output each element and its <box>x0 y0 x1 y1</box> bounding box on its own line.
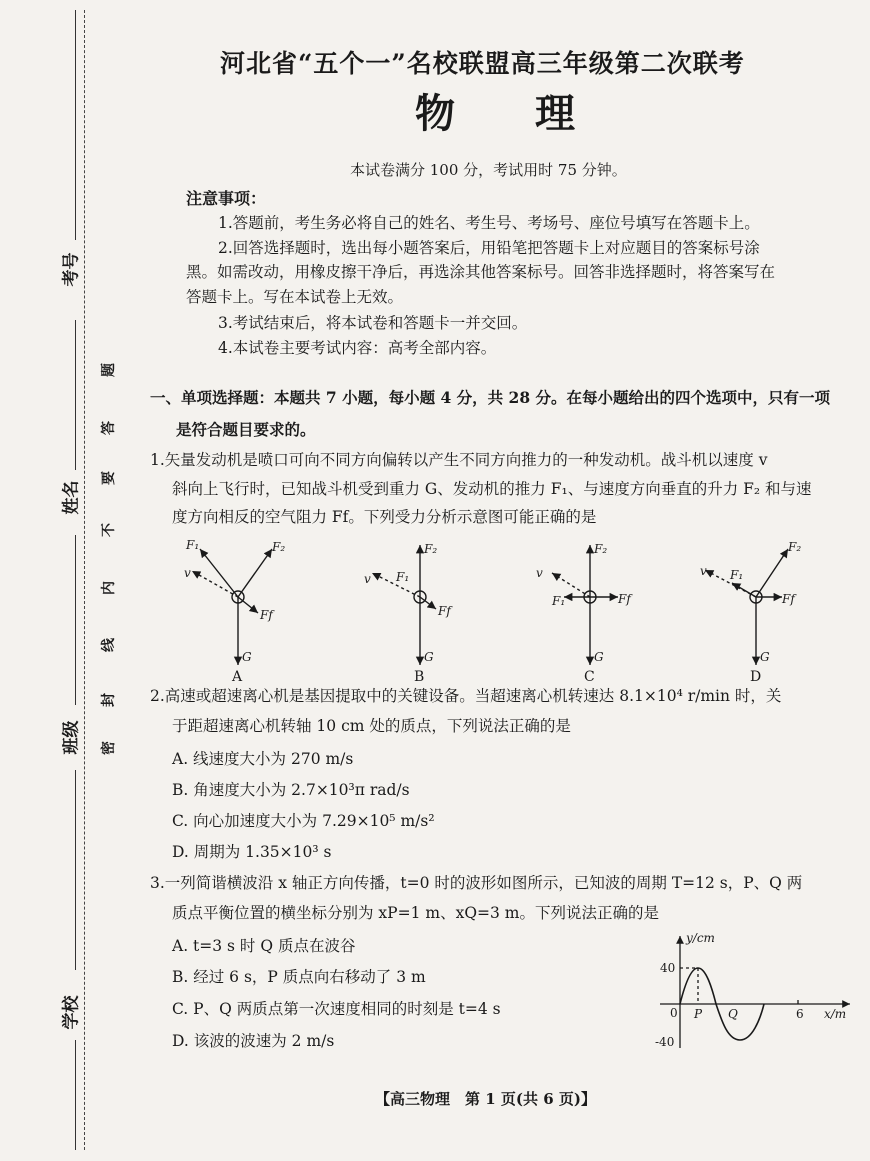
seal-char: 线 <box>101 638 117 652</box>
graph-point-q: Q <box>728 1007 738 1021</box>
label-v: v <box>364 572 371 586</box>
question-3-text: 3.一列简谐横波沿 x 轴正方向传播，t=0 时的波形如图所示，已知波的周期 T=12 s，P、Q 两 <box>150 874 803 892</box>
seal-char: 内 <box>101 581 117 595</box>
label-v: v <box>536 566 543 580</box>
diagram-d <box>705 549 788 665</box>
option-B-label: B <box>414 669 425 685</box>
label-v: v <box>184 566 191 580</box>
question-3-option-c: C. P、Q 两质点第一次速度相同的时刻是 t=4 s <box>172 1000 501 1018</box>
label-F1: F₁ <box>730 568 744 582</box>
graph-point-p: P <box>694 1007 703 1021</box>
graph-ylabel: y/cm <box>686 931 715 945</box>
seal-char: 题 <box>101 363 117 377</box>
notes-line: 2.回答选择题时，选出每小题答案后，用铅笔把答题卡上对应题目的答案标号涂 <box>218 239 760 257</box>
question-3-option-a: A. t=3 s 时 Q 质点在波谷 <box>172 937 356 955</box>
graph-xlabel: x/m <box>824 1007 847 1021</box>
section-heading-cont: 是符合题目要求的。 <box>176 420 316 439</box>
binding-line <box>75 10 76 240</box>
seal-char: 封 <box>101 693 117 707</box>
seal-dashed-line <box>84 10 85 1150</box>
binding-line <box>75 320 76 470</box>
notes-line: 3.考试结束后，将本试卷和答题卡一并交回。 <box>218 314 528 332</box>
notes-line: 黑。如需改动，用橡皮擦干净后，再选涂其他答案标号。回答非选择题时，将答案写在 <box>186 263 776 281</box>
class-label: 班级 <box>61 720 82 755</box>
name-label: 姓名 <box>61 480 82 515</box>
question-3-option-b: B. 经过 6 s，P 质点向右移动了 3 m <box>172 968 426 986</box>
force-diagrams <box>160 535 840 685</box>
exam-info: 本试卷满分 100 分，考试用时 75 分钟。 <box>350 161 627 179</box>
question-2-option-b: B. 角速度大小为 2.7×10³π rad/s <box>172 781 410 799</box>
binding-line <box>75 770 76 970</box>
exam-title: 河北省“五个一”名校联盟高三年级第二次联考 <box>220 49 745 78</box>
question-2-text: 2.高速或超速离心机是基因提取中的关键设备。当超速离心机转速达 8.1×10⁴ r/min 时，关 <box>150 687 782 705</box>
label-F1: F₁ <box>186 538 200 552</box>
question-1-text: 度方向相反的空气阻力 Ff。下列受力分析示意图可能正确的是 <box>172 508 597 526</box>
wave-graph <box>650 930 860 1055</box>
diagram-a <box>192 549 272 665</box>
option-A-label: A <box>232 669 243 685</box>
label-Ff: Ff <box>618 592 631 606</box>
question-3-option-d: D. 该波的波速为 2 m/s <box>172 1032 335 1050</box>
exam-no-label: 考号 <box>61 252 82 287</box>
notes-line: 4.本试卷主要考试内容：高考全部内容。 <box>218 339 497 357</box>
label-F2: F₂ <box>424 542 438 556</box>
label-Ff: Ff <box>260 608 273 622</box>
seal-char: 不 <box>101 523 117 537</box>
question-1-text: 斜向上飞行时，已知战斗机受到重力 G、发动机的推力 F₁、与速度方向垂直的升力 F₂ 和与速 <box>172 480 812 498</box>
subject-title: 物理 <box>415 90 655 137</box>
graph-ytop: 40 <box>660 961 676 975</box>
question-3-text: 质点平衡位置的横坐标分别为 xP=1 m、xQ=3 m。下列说法正确的是 <box>172 904 659 922</box>
label-G: G <box>242 650 252 664</box>
page-footer: 【高三物理 第 1 页(共 6 页)】 <box>375 1090 596 1108</box>
option-C-label: C <box>584 669 595 685</box>
graph-origin: 0 <box>670 1006 678 1020</box>
label-G: G <box>424 650 434 664</box>
seal-char: 要 <box>101 471 117 485</box>
section-heading: 一、单项选择题：本题共 7 小题，每小题 4 分，共 28 分。在每小题给出的四个选项中，只有一项 <box>150 388 831 407</box>
label-F1: F₁ <box>396 570 410 584</box>
diagram-b <box>372 545 436 665</box>
label-Ff: Ff <box>438 604 451 618</box>
label-F2: F₂ <box>594 542 608 556</box>
graph-x-end: 6 <box>796 1007 804 1021</box>
label-F2: F₂ <box>788 540 802 554</box>
school-label: 学校 <box>61 995 82 1030</box>
label-Ff: Ff <box>782 592 795 606</box>
question-1-text: 1.矢量发动机是喷口可向不同方向偏转以产生不同方向推力的一种发动机。战斗机以速度 v <box>150 451 768 469</box>
label-v: v <box>700 564 707 578</box>
question-2-text: 于距超速离心机转轴 10 cm 处的质点，下列说法正确的是 <box>172 717 571 735</box>
option-D-label: D <box>750 669 762 685</box>
seal-char: 答 <box>101 421 117 435</box>
notes-heading: 注意事项： <box>186 189 267 208</box>
notes-line: 1.答题前，考生务必将自己的姓名、考生号、考场号、座位号填写在答题卡上。 <box>218 214 760 232</box>
seal-char: 密 <box>101 741 117 755</box>
binding-line <box>75 1040 76 1150</box>
label-G: G <box>594 650 604 664</box>
question-2-option-a: A. 线速度大小为 270 m/s <box>172 750 354 768</box>
binding-line <box>75 535 76 705</box>
question-2-option-d: D. 周期为 1.35×10³ s <box>172 843 332 861</box>
notes-line: 答题卡上。写在本试卷上无效。 <box>186 288 404 306</box>
graph-ybottom: -40 <box>655 1035 675 1049</box>
label-F1: F₁ <box>552 594 566 608</box>
question-2-option-c: C. 向心加速度大小为 7.29×10⁵ m/s² <box>172 812 435 830</box>
label-F2: F₂ <box>272 540 286 554</box>
label-G: G <box>760 650 770 664</box>
